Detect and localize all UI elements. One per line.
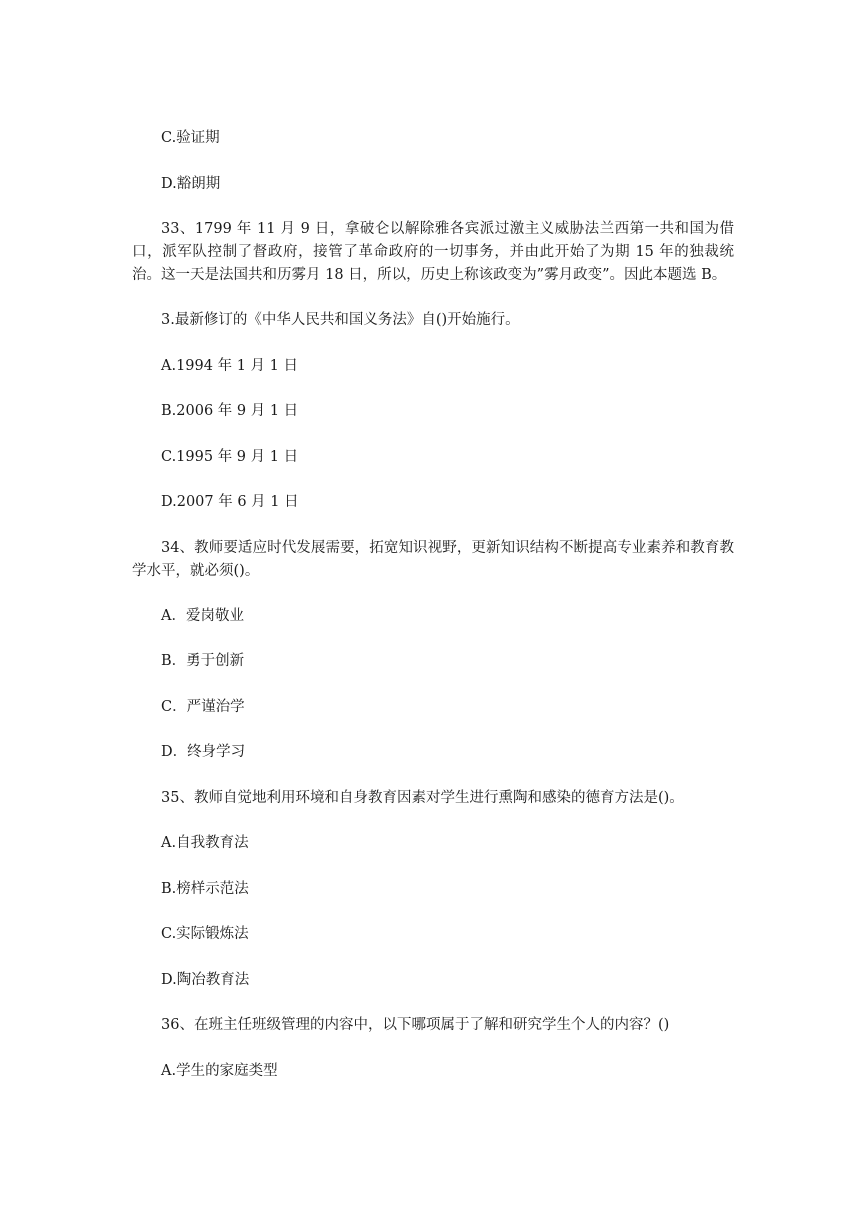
question-35: 35、教师自觉地利用环境和自身教育因素对学生进行熏陶和感染的德育方法是()。	[161, 790, 684, 806]
question-3: 3.最新修订的《中华人民共和国义务法》自()开始施行。	[161, 312, 520, 328]
question-34-option-b: B．勇于创新	[161, 653, 245, 669]
question-3-option-c: C.1995 年 9 月 1 日	[161, 449, 299, 465]
question-35-option-d: D.陶冶教育法	[161, 972, 250, 988]
question-35-option-c: C.实际锻炼法	[161, 926, 249, 942]
question-3-option-a: A.1994 年 1 月 1 日	[161, 358, 298, 374]
answer-paragraph-33: 33、1799 年 11 月 9 日，拿破仑以解除雅各宾派过激主义威胁法兰西第一共和国为借口，派军队控制了督政府，接管了革命政府的一切事务，并由此开始了为期 15 年的独裁统治。这一天是法国共和历雾月 18 日，所以，历史上称该政变为”雾月政变”。因此本题选 B。	[132, 221, 734, 283]
question-36-option-a: A.学生的家庭类型	[161, 1063, 278, 1079]
question-34-option-a: A．爱岗敬业	[161, 608, 244, 624]
question-34-option-d: D．终身学习	[161, 744, 246, 760]
question-34-option-c: C．严谨治学	[161, 699, 245, 715]
question-3-option-b: B.2006 年 9 月 1 日	[161, 403, 299, 419]
question-35-option-b: B.榜样示范法	[161, 881, 249, 897]
question-35-option-a: A.自我教育法	[161, 835, 249, 851]
option-d-illumination: D.豁朗期	[161, 176, 221, 192]
question-34: 34、教师要适应时代发展需要，拓宽知识视野，更新知识结构不断提高专业素养和教育教学水平，就必须()。	[132, 540, 734, 579]
option-c-verification: C.验证期	[161, 130, 220, 146]
question-3-option-d: D.2007 年 6 月 1 日	[161, 494, 299, 510]
question-36: 36、在班主任班级管理的内容中，以下哪项属于了解和研究学生个人的内容？()	[161, 1017, 670, 1033]
